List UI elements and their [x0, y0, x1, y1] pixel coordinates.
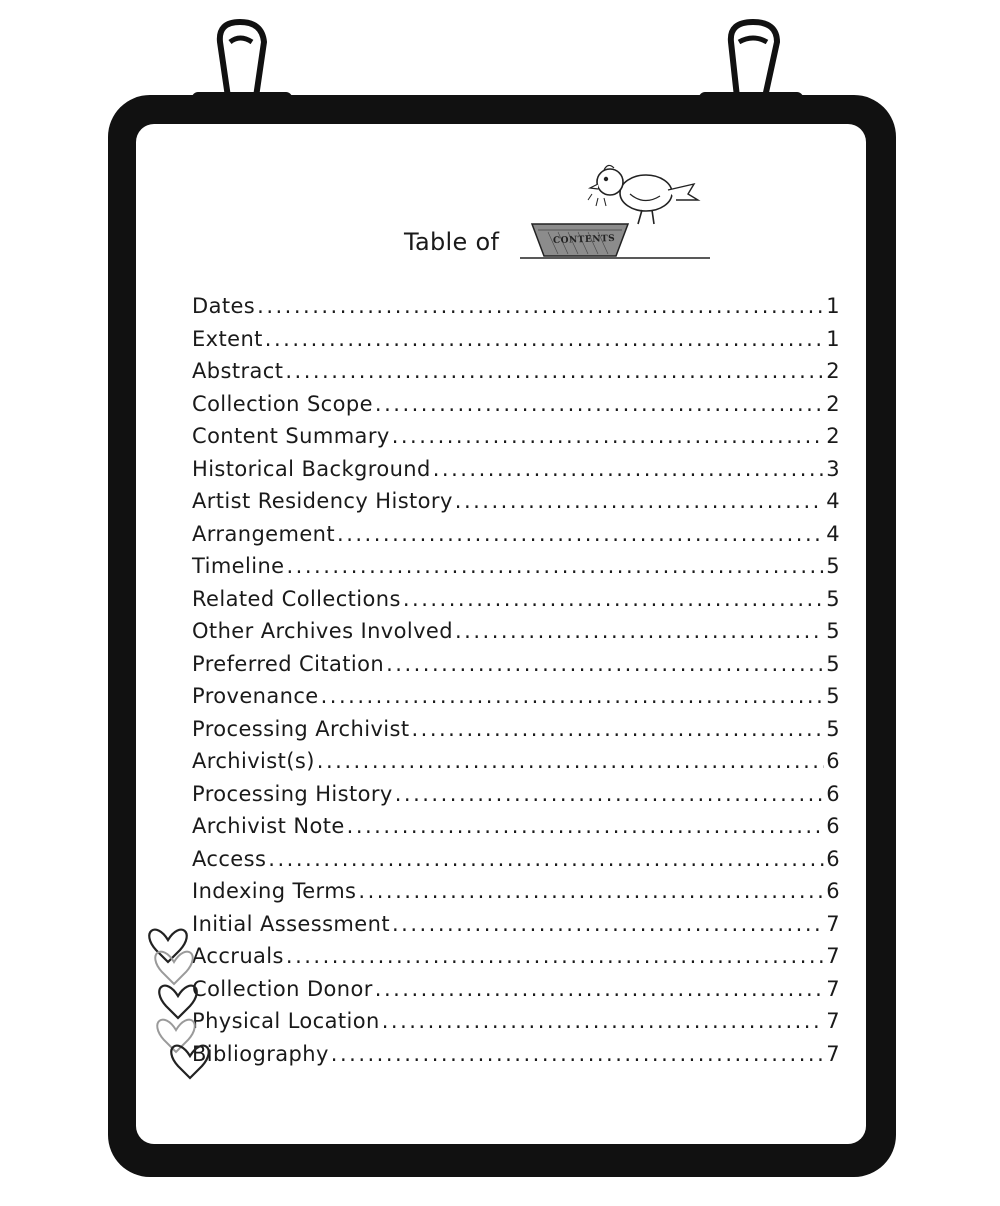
contents-bin-label: CONTENTS [552, 233, 616, 247]
dot-leader [455, 619, 824, 644]
toc-entry-label: Preferred Citation [192, 651, 385, 676]
toc-entry-label: Abstract [192, 359, 284, 383]
toc-entry-label: Other Archives Involved [192, 619, 453, 643]
toc-entry-processing-history[interactable] [192, 782, 840, 815]
toc-entry-label: Archivist Note [192, 814, 345, 838]
toc-entry-page: 4 [826, 489, 840, 513]
toc-entry-label: Timeline [192, 554, 285, 578]
toc-entry-physical-location[interactable] [192, 1009, 840, 1042]
dot-leader [392, 912, 824, 937]
dot-leader [433, 457, 825, 482]
toc-entry-artist-residency-history[interactable] [192, 489, 840, 522]
dot-leader [455, 489, 824, 514]
dot-leader [265, 327, 824, 352]
toc-entry-page: 4 [826, 521, 840, 546]
toc-entry-label: Initial Assessment [192, 911, 390, 936]
toc-entry-label: Collection Donor [192, 976, 373, 1001]
dot-leader [257, 294, 824, 319]
dot-leader [285, 359, 824, 384]
toc-entry-content-summary[interactable] [192, 424, 840, 457]
toc-entry-initial-assessment[interactable] [192, 912, 840, 945]
toc-entry-page: 2 [826, 391, 840, 416]
dot-leader [358, 879, 824, 904]
table-of-contents [192, 294, 840, 1074]
toc-entry-label: Historical Background [192, 456, 431, 481]
toc-entry-page: 1 [826, 326, 840, 351]
toc-entry-page: 7 [826, 976, 840, 1001]
toc-entry-label: Bibliography [192, 1041, 329, 1066]
toc-entry-dates[interactable] [192, 294, 840, 327]
dot-leader [321, 684, 825, 709]
toc-entry-page: 5 [826, 554, 840, 578]
toc-entry-label: Access [192, 846, 267, 871]
toc-entry-access[interactable] [192, 847, 840, 880]
toc-entry-label: Related Collections [192, 586, 401, 611]
dot-leader [286, 944, 824, 969]
toc-entry-label: Dates [192, 294, 256, 318]
toc-entry-related-collections[interactable] [192, 587, 840, 620]
toc-entry-preferred-citation[interactable] [192, 652, 840, 685]
toc-entry-label: Provenance [192, 684, 319, 708]
toc-entry-page: 6 [826, 781, 840, 806]
toc-entry-bibliography[interactable] [192, 1042, 840, 1075]
page-title: Table of [404, 228, 500, 256]
toc-entry-collection-scope[interactable] [192, 392, 840, 425]
toc-entry-page: 1 [826, 294, 840, 318]
dot-leader [287, 554, 825, 579]
toc-entry-page: 3 [826, 456, 840, 481]
toc-entry-page: 5 [826, 586, 840, 611]
dot-leader [382, 1009, 825, 1034]
toc-entry-label: Extent [192, 326, 263, 351]
toc-entry-page: 6 [826, 846, 840, 871]
toc-entry-page: 5 [826, 619, 840, 643]
toc-entry-page: 6 [826, 749, 840, 773]
dot-leader [375, 977, 824, 1002]
toc-entry-page: 5 [826, 716, 840, 741]
dot-leader [386, 652, 824, 677]
toc-entry-collection-donor[interactable] [192, 977, 840, 1010]
toc-entry-page: 7 [826, 1009, 840, 1033]
toc-entry-abstract[interactable] [192, 359, 840, 392]
dot-leader [395, 782, 825, 807]
bird-icon [518, 158, 718, 268]
hearts-doodle [146, 910, 226, 1090]
toc-entry-label: Physical Location [192, 1009, 380, 1033]
toc-entry-indexing-terms[interactable] [192, 879, 840, 912]
toc-entry-archivists[interactable] [192, 749, 840, 782]
dot-leader [392, 424, 825, 449]
toc-entry-label: Processing Archivist [192, 716, 410, 741]
dot-leader [375, 392, 824, 417]
dot-leader [403, 587, 824, 612]
toc-entry-page: 7 [826, 911, 840, 936]
dot-leader [268, 847, 824, 872]
toc-entry-label: Accruals [192, 944, 284, 968]
toc-entry-label: Artist Residency History [192, 489, 453, 513]
toc-entry-label: Arrangement [192, 521, 336, 546]
dot-leader [347, 814, 825, 839]
dot-leader [331, 1042, 824, 1067]
toc-entry-page: 6 [826, 879, 840, 903]
toc-entry-label: Archivist(s) [192, 749, 315, 773]
toc-entry-processing-archivist[interactable] [192, 717, 840, 750]
toc-entry-page: 2 [826, 359, 840, 383]
toc-entry-page: 7 [826, 1041, 840, 1066]
toc-entry-accruals[interactable] [192, 944, 840, 977]
toc-entry-arrangement[interactable] [192, 522, 840, 555]
toc-entry-page: 6 [826, 814, 840, 838]
toc-entry-timeline[interactable] [192, 554, 840, 587]
heart-icon [159, 986, 196, 1018]
dot-leader [411, 717, 824, 742]
toc-entry-page: 2 [826, 424, 840, 448]
toc-entry-page: 5 [826, 684, 840, 708]
dot-leader [337, 522, 824, 547]
toc-entry-extent[interactable] [192, 327, 840, 360]
toc-entry-label: Content Summary [192, 424, 390, 448]
toc-entry-label: Collection Scope [192, 391, 373, 416]
toc-entry-archivist-note[interactable] [192, 814, 840, 847]
dot-leader [317, 749, 824, 774]
toc-entry-label: Indexing Terms [192, 879, 357, 903]
toc-entry-provenance[interactable] [192, 684, 840, 717]
toc-entry-page: 5 [826, 651, 840, 676]
toc-entry-page: 7 [826, 944, 840, 968]
heart-icon [157, 1020, 194, 1052]
toc-entry-other-archives-involved[interactable] [192, 619, 840, 652]
toc-entry-label: Processing History [192, 781, 393, 806]
toc-entry-historical-background[interactable] [192, 457, 840, 490]
